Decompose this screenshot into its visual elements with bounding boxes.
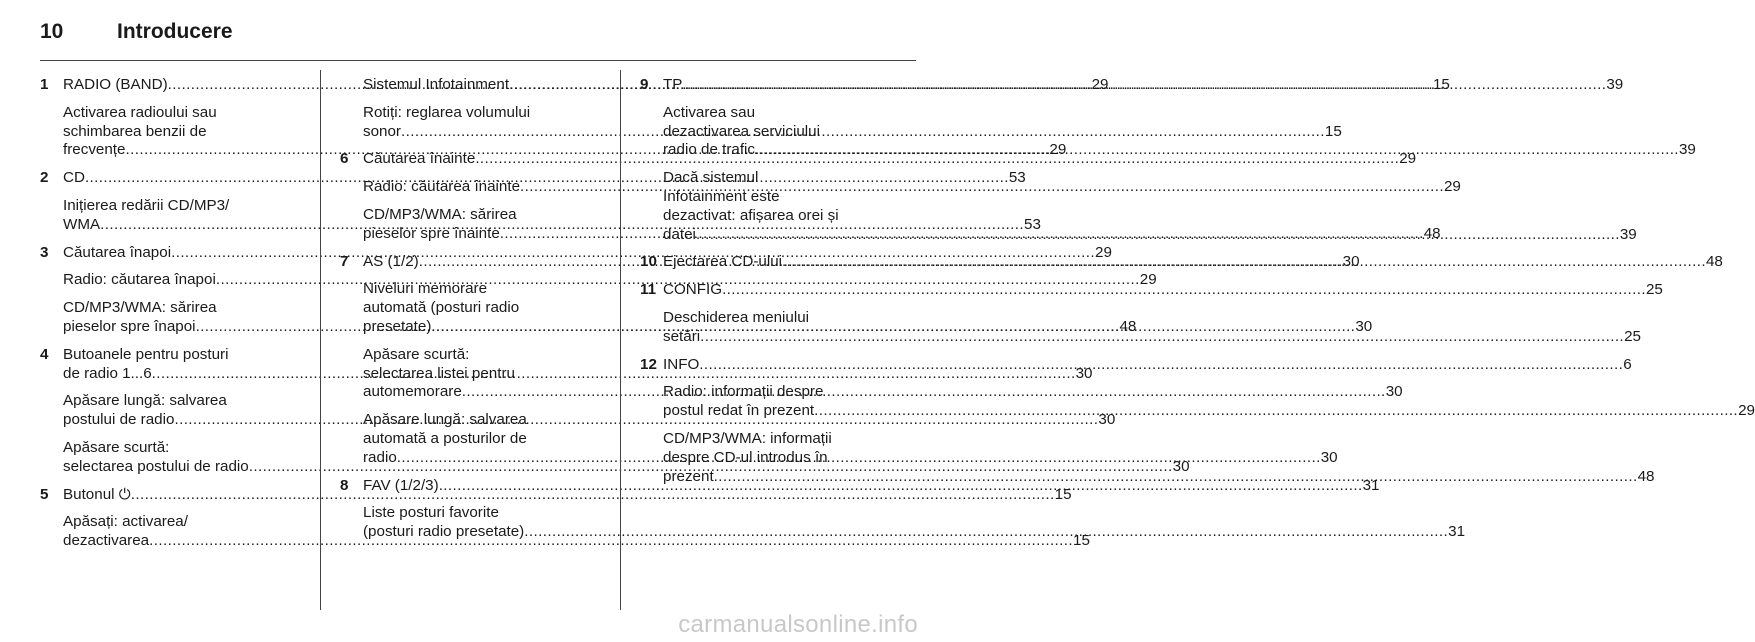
entry-text: Căutarea înainte — [363, 150, 476, 168]
entry-text: prezent — [663, 467, 714, 485]
entry-leader-line — [663, 141, 1696, 160]
page-reference: 6 — [1623, 355, 1632, 373]
entry-text-line: Dacă sistemul — [663, 169, 759, 187]
entry-text-line: CD/MP3/WMA: sărirea — [363, 205, 517, 223]
dot-leader — [696, 226, 1620, 245]
page-reference: 29 — [1139, 271, 1157, 289]
page-reference: 30 — [1355, 317, 1373, 335]
entry-text-line: automată a posturilor de — [363, 429, 527, 447]
entry-leader-line — [663, 328, 1641, 347]
page-reference: 30 — [1172, 457, 1190, 475]
entry-number — [340, 346, 363, 402]
entry-text: Căutarea înapoi — [63, 243, 172, 261]
page-reference: 15 — [1324, 122, 1342, 140]
entry-number — [40, 271, 63, 290]
entry-number: 9 — [640, 76, 649, 93]
entry-number — [40, 439, 63, 477]
entry-text: Radio: căutarea înainte — [363, 178, 521, 196]
entry-leader-line — [663, 356, 1632, 375]
page-reference: 31 — [1448, 523, 1466, 541]
entry-number — [340, 504, 363, 542]
entry-text-line: automată (posturi radio — [363, 299, 520, 317]
dot-leader — [814, 402, 1738, 421]
entry-text: TP — [663, 76, 683, 93]
page-reference: 15 — [1073, 532, 1090, 550]
entry-leader-line — [663, 281, 1663, 300]
entry-text: setări — [663, 327, 701, 345]
entry-text: RADIO (BAND) — [63, 76, 168, 93]
entry-text: WMA — [63, 215, 101, 233]
page-reference: 30 — [1385, 383, 1403, 401]
entry-number: 12 — [640, 355, 657, 373]
page-reference: 53 — [1008, 169, 1026, 187]
dot-leader — [782, 253, 1706, 272]
entry-text-line: Deschiderea meniului — [663, 308, 810, 326]
entry-text-line: Apăsare scurtă: — [363, 345, 470, 363]
entry-text-line: Butoanele pentru posturi — [63, 345, 229, 363]
entry-number: 2 — [40, 169, 49, 187]
dot-leader — [700, 328, 1624, 347]
entry-text-line: Apăsați: activarea/ — [63, 513, 188, 531]
entry-text: frecvențe — [63, 141, 126, 159]
entry-leader-line — [363, 523, 1465, 542]
toc-entry — [640, 281, 1663, 300]
entry-text: postul redat în prezent — [663, 402, 815, 420]
page-number: 10 — [40, 20, 64, 43]
dot-leader — [524, 523, 1448, 542]
dot-leader — [722, 281, 1646, 300]
entry-text-line: despre CD-ul introdus în — [663, 448, 828, 466]
entry-text-line: dezactivat: afișarea orei și — [663, 206, 839, 224]
entry-text: Sistemul Infotainment — [363, 76, 510, 93]
entry-text-line: Apăsare scurtă: — [63, 438, 170, 456]
entry-number — [40, 197, 63, 235]
page-reference: 31 — [1362, 476, 1380, 494]
dot-leader — [699, 356, 1623, 375]
entry-leader-line — [663, 468, 1655, 487]
header-rule — [40, 60, 916, 61]
page-reference: 30 — [1075, 364, 1093, 382]
entry-text: CD — [63, 169, 85, 187]
entry-number — [640, 104, 663, 160]
entry-text: radio de trafic — [663, 141, 756, 159]
page-reference: 30 — [1098, 411, 1116, 429]
entry-text: (posturi radio presetate) — [363, 523, 525, 541]
page-reference: 15 — [1054, 485, 1072, 503]
entry-number — [40, 513, 63, 551]
entry-number — [640, 383, 663, 421]
page-reference: 29 — [1399, 150, 1417, 168]
entry-text-line: CD/MP3/WMA: sărirea — [63, 299, 217, 317]
entry-number: 4 — [40, 345, 49, 363]
page-title: Introducere — [117, 20, 233, 43]
entry-text: pieselor spre înainte — [363, 224, 500, 242]
entry-text-line: Liste posturi favorite — [363, 504, 499, 522]
entry-text: selectarea postului de radio — [63, 457, 249, 475]
entry-text: de radio 1...6 — [63, 364, 152, 382]
page-reference: 39 — [1606, 76, 1624, 93]
page-reference: 15 — [1432, 76, 1450, 93]
page-reference: 53 — [1024, 215, 1041, 233]
dot-leader — [682, 76, 1606, 95]
page-reference: 48 — [1637, 467, 1655, 485]
entry-text-line: Infotainment este — [663, 187, 780, 205]
entry-text-line: Niveluri memorare — [363, 280, 488, 298]
page-reference: 29 — [1091, 76, 1109, 93]
entry-number — [340, 280, 363, 336]
entry-number — [340, 76, 363, 95]
entry-number — [340, 206, 363, 244]
entry-text-line: Rotiți: reglarea volumului — [363, 103, 531, 121]
entry-text-line: Apăsare lungă: salvarea — [63, 392, 227, 410]
page-reference: 29 — [1095, 243, 1112, 261]
entry-leader-line — [663, 76, 1623, 95]
entry-number — [40, 299, 63, 337]
entry-text-line: CD/MP3/WMA: informații — [663, 429, 832, 447]
entry-number — [40, 392, 63, 430]
page-reference: 48 — [1119, 317, 1137, 335]
entry-text: Butonul ⏻ — [63, 485, 131, 503]
entry-number: 3 — [40, 243, 49, 261]
dot-leader — [714, 468, 1638, 487]
entry-text: Ejectarea CD-ului — [663, 253, 783, 271]
entry-text-line: schimbarea benzii de — [63, 122, 207, 140]
entry-number — [340, 178, 363, 197]
entry-text: postului de radio — [63, 411, 175, 429]
page-reference: 48 — [1423, 224, 1441, 242]
entry-text-line: dezactivarea serviciului — [663, 122, 821, 140]
entry-text: datei — [663, 225, 696, 243]
entry-leader-line — [663, 226, 1637, 245]
page-reference: 29 — [1049, 141, 1067, 159]
entry-text: sonor — [363, 122, 401, 140]
entry-number: 11 — [640, 281, 657, 299]
entry-text-line: Inițierea redării CD/MP3/ — [63, 196, 230, 214]
page-reference: 39 — [1678, 141, 1696, 159]
page-reference: 48 — [1705, 253, 1723, 271]
entry-text: dezactivarea — [63, 532, 150, 550]
entry-text: automemorare — [363, 383, 462, 401]
page-reference: 39 — [1619, 225, 1637, 243]
column-divider — [320, 70, 321, 610]
entry-number — [40, 104, 63, 160]
entry-text: radio — [363, 448, 397, 466]
entry-number — [340, 104, 363, 142]
entry-text-line: Activarea radioului sau — [63, 103, 217, 121]
entry-number: 8 — [340, 476, 349, 494]
entry-text: INFO — [663, 355, 700, 373]
page-reference: 25 — [1624, 327, 1641, 345]
entry-number — [640, 169, 663, 244]
entry-text-line: Activarea sau — [663, 103, 756, 121]
column-divider — [620, 70, 621, 610]
entry-text: Radio: căutarea înapoi — [63, 271, 216, 289]
dot-leader — [755, 141, 1679, 160]
entry-number: 5 — [40, 485, 49, 503]
page-reference: 29 — [1738, 402, 1755, 420]
entry-number: 1 — [40, 76, 49, 93]
watermark: carmanualsonline.info — [678, 611, 918, 638]
entry-text-line: selectarea listei pentru — [363, 364, 515, 382]
page-reference: 30 — [1320, 448, 1338, 466]
entry-number — [640, 309, 663, 347]
entry-number: 10 — [640, 253, 657, 271]
entry-leader-line — [663, 402, 1755, 421]
entry-text: FAV (1/2/3) — [363, 476, 439, 494]
entry-number — [340, 411, 363, 467]
entry-leader-line — [663, 253, 1723, 272]
page-reference: 29 — [1443, 178, 1461, 196]
entry-text-line: Apăsare lungă: salvarea — [363, 411, 527, 429]
entry-text: CONFIG — [663, 281, 723, 299]
entry-text: AS (1/2) — [363, 252, 419, 270]
page-reference: 30 — [1342, 252, 1360, 270]
entry-text-line: Radio: informații despre — [663, 383, 824, 401]
entry-number: 6 — [340, 150, 349, 168]
entry-text: pieselor spre înapoi — [63, 317, 196, 335]
page-reference: 25 — [1645, 281, 1663, 299]
entry-number: 7 — [340, 252, 349, 270]
entry-number — [640, 430, 663, 486]
entry-text: presetate) — [363, 317, 432, 335]
